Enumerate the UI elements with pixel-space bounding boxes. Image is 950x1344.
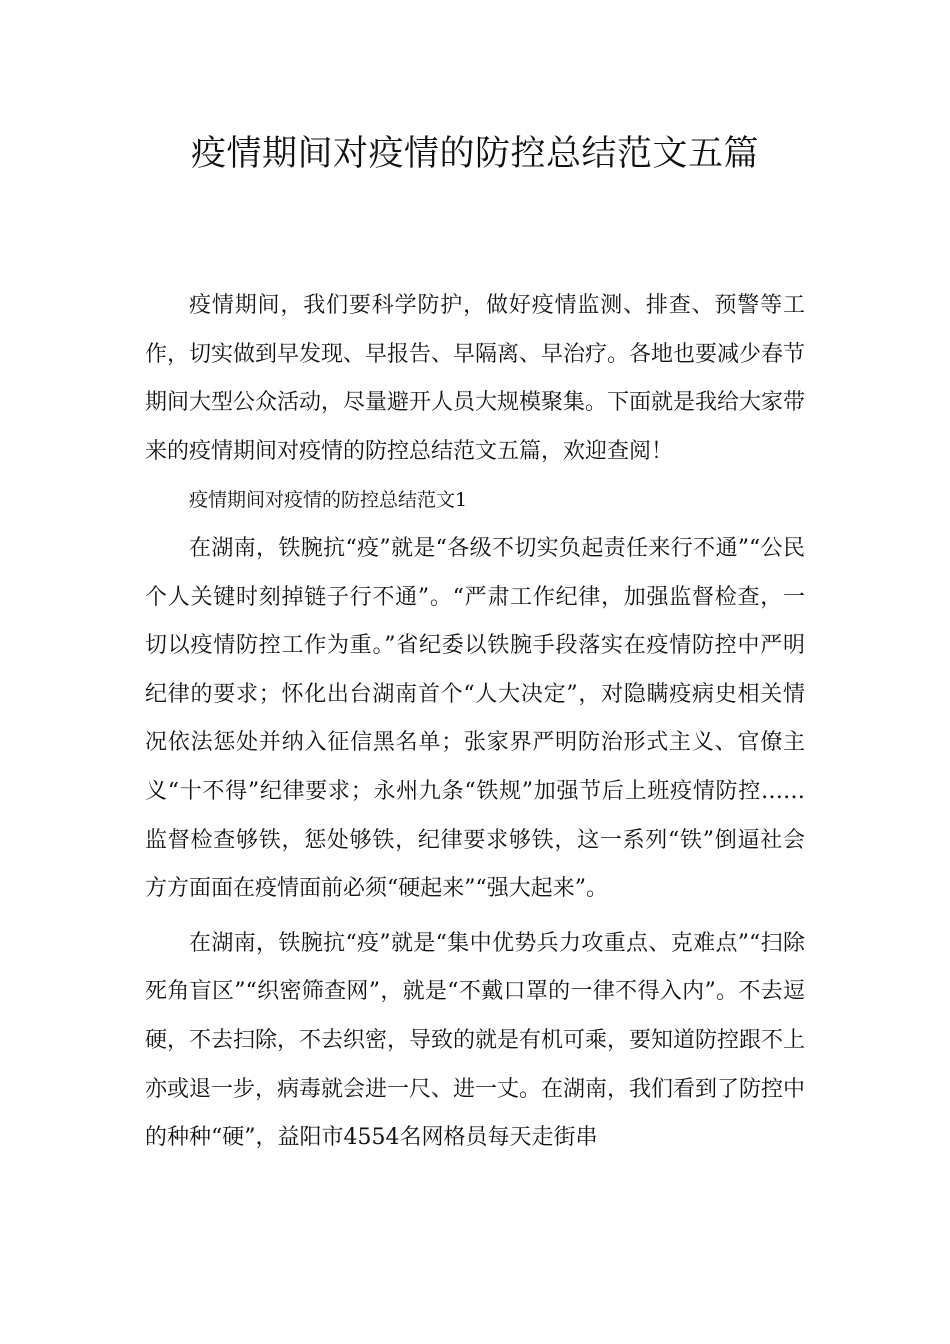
document-body [145,282,805,1163]
document-title: 疫情期间对疫情的防控总结范文五篇 [190,134,759,174]
body-paragraph-2: 在湖南，铁腕抗“疫”就是“集中优势兵力攻重点、克难点”“扫除死角盲区”“织密筛查网”，就是“不戴口罩的一律不得入内”。不去逗硬，不去扫除，不去织密，导致的就是有机可乘，要知道防控跟不上亦或退一步，病毒就会进一尺、进一丈。在湖南，我们看到了防控中的种种“硬”，益阳市4554名网格员每天走街串 [145,930,806,1151]
intro-paragraph: 疫情期间，我们要科学防护，做好疫情监测、排查、预警等工作，切实做到早发现、早报告、早隔离、早治疗。各地也要减少春节期间大型公众活动，尽量避开人员大规模聚集。下面就是我给大家带来的疫情期间对疫情的防控总结范文五篇，欢迎查阅！ [145,293,806,464]
section-heading: 疫情期间对疫情的防控总结范文1 [189,489,468,512]
body-paragraph-1: 在湖南，铁腕抗“疫”就是“各级不切实负起责任来行不通”“公民个人关键时刻掉链子行不通”。“严肃工作纪律，加强监督检查，一切以疫情防控工作为重。”省纪委以铁腕手段落实在疫情防控中严明纪律的要求；怀化出台湖南首个“人大决定”，对隐瞒疫病史相关情况依法惩处并纳入征信黑名单；张家界严明防治形式主义、官僚主义“十不得”纪律要求；永州九条“铁规”加强节后上班疫情防控……监督检查够铁，惩处够铁，纪律要求够铁，这一系列“铁”倒逼社会方方面面在疫情面前必须“硬起来”“强大起来”。 [145,535,805,902]
